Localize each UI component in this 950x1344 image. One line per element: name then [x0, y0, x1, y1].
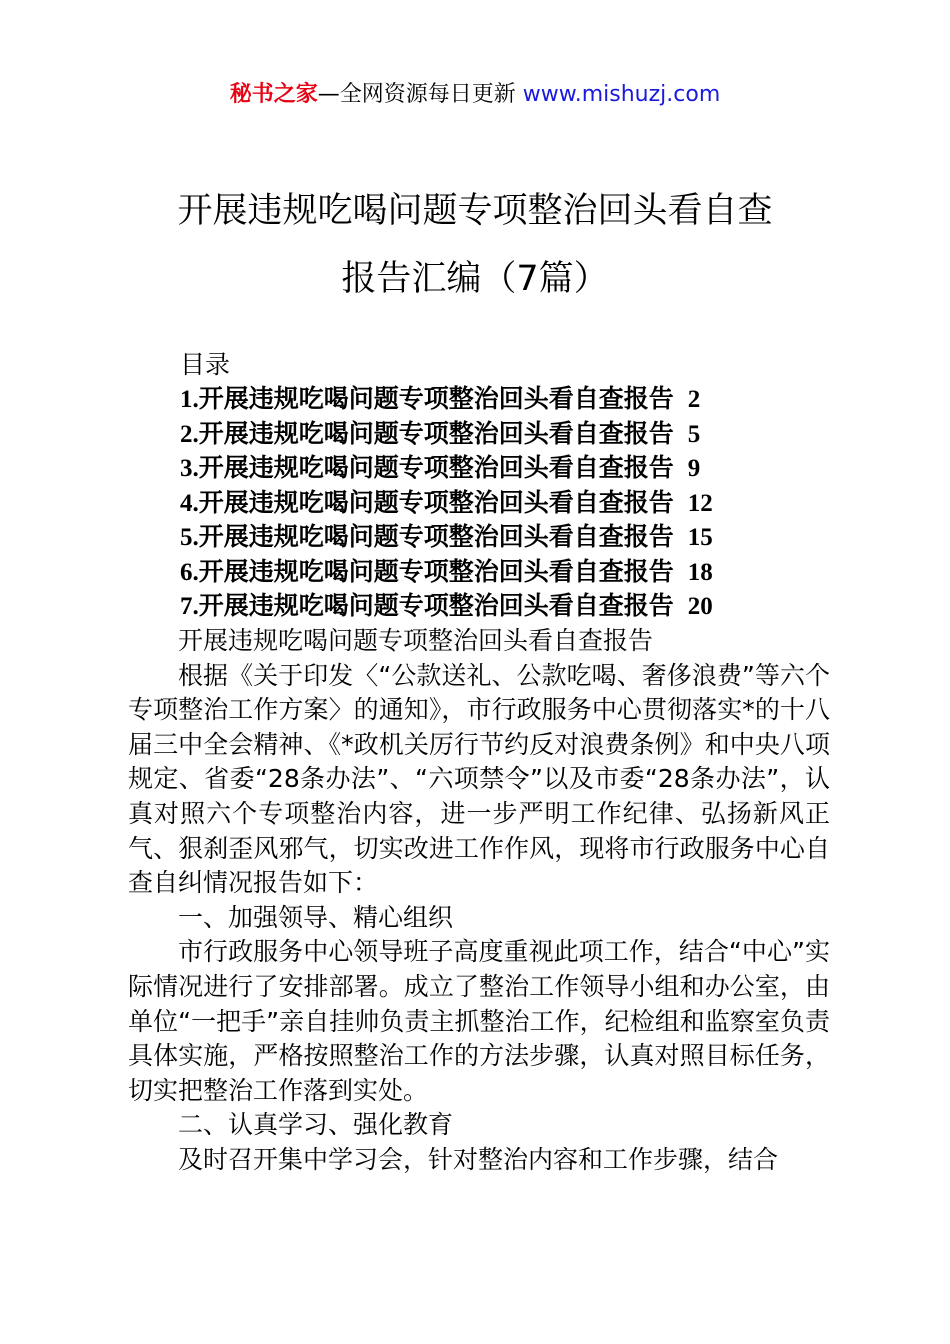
toc-entry-number: 3.	[180, 455, 199, 482]
toc-entry[interactable]	[180, 486, 713, 521]
brand-name: 秘书之家	[229, 82, 318, 107]
toc-entry[interactable]	[180, 382, 713, 417]
document-body	[128, 624, 830, 1178]
section-title: 开展违规吃喝问题专项整治回头看自查报告	[178, 626, 654, 655]
toc-entry-page: 12	[687, 489, 713, 517]
toc-entry[interactable]	[180, 451, 713, 486]
website-link[interactable]: www.mishuzj.com	[522, 82, 721, 107]
body-paragraph: 及时召开集中学习会，针对整治内容和工作步骤，结合	[178, 1144, 779, 1174]
toc-entry-page: 15	[687, 524, 713, 551]
toc-entry-number: 1.	[180, 386, 199, 413]
toc-entry-number: 6.	[180, 558, 199, 586]
toc-entry[interactable]	[180, 417, 713, 452]
toc-entry-title: 开展违规吃喝问题专项整治回头看自查报告	[198, 487, 674, 517]
toc-entry-page: 20	[687, 593, 713, 620]
table-of-contents	[180, 382, 713, 624]
toc-entry-number: 7.	[180, 593, 199, 620]
page-header	[0, 80, 950, 110]
toc-entry-title: 开展违规吃喝问题专项整治回头看自查报告	[198, 418, 674, 448]
body-paragraph: 根据《关于印发〈“公款送礼、公款吃喝、奢侈浪费”等六个专项整治工作方案〉的通知》，市行政服务中心贯彻落实*的十八届三中全会精神、《*政机关厉行节约反对浪费条例》和中央八项规定、省委“28条办法”、“六项禁令”以及市委“28条办法”，认真对照六个专项整治内容，进一步严明工作纪律、弘扬新风正气、狠刹歪风邪气，切实改进工作作风，现将市行政服务中心自查自纠情况报告如下：	[128, 660, 830, 898]
header-tagline: —全网资源每日更新	[317, 82, 523, 107]
section-heading: 一、加强领导、精心组织	[178, 902, 454, 932]
document-title-line-2: 报告汇编（7篇）	[341, 259, 609, 299]
toc-entry-number: 2.	[180, 420, 199, 448]
toc-entry-title: 开展违规吃喝问题专项整治回头看自查报告	[198, 591, 674, 620]
toc-entry-title: 开展违规吃喝问题专项整治回头看自查报告	[198, 384, 674, 413]
toc-entry-page: 2	[687, 386, 701, 413]
toc-entry-page: 9	[687, 455, 701, 482]
section-heading: 二、认真学习、强化教育	[178, 1110, 454, 1140]
body-paragraph: 市行政服务中心领导班子高度重视此项工作，结合“中心”实际情况进行了安排部署。成立了整治工作领导小组和办公室，由单位“一把手”亲自挂帅负责主抓整治工作，纪检组和监察室负责具体实施，严格按照整治工作的方法步骤，认真对照目标任务，切实把整治工作落到实处。	[128, 937, 830, 1105]
toc-entry-title: 开展违规吃喝问题专项整治回头看自查报告	[198, 453, 674, 482]
toc-entry-number: 4.	[180, 489, 199, 517]
toc-heading: 目录	[180, 350, 231, 379]
toc-entry-page: 5	[687, 420, 701, 448]
document-title-line-1: 开展违规吃喝问题专项整治回头看自查	[177, 191, 773, 231]
toc-entry-number: 5.	[180, 524, 199, 551]
toc-entry[interactable]	[180, 589, 713, 624]
toc-entry[interactable]	[180, 555, 713, 590]
toc-entry-page: 18	[687, 558, 713, 586]
toc-entry-title: 开展违规吃喝问题专项整治回头看自查报告	[198, 556, 674, 586]
toc-entry[interactable]	[180, 520, 713, 555]
toc-entry-title: 开展违规吃喝问题专项整治回头看自查报告	[198, 522, 674, 551]
